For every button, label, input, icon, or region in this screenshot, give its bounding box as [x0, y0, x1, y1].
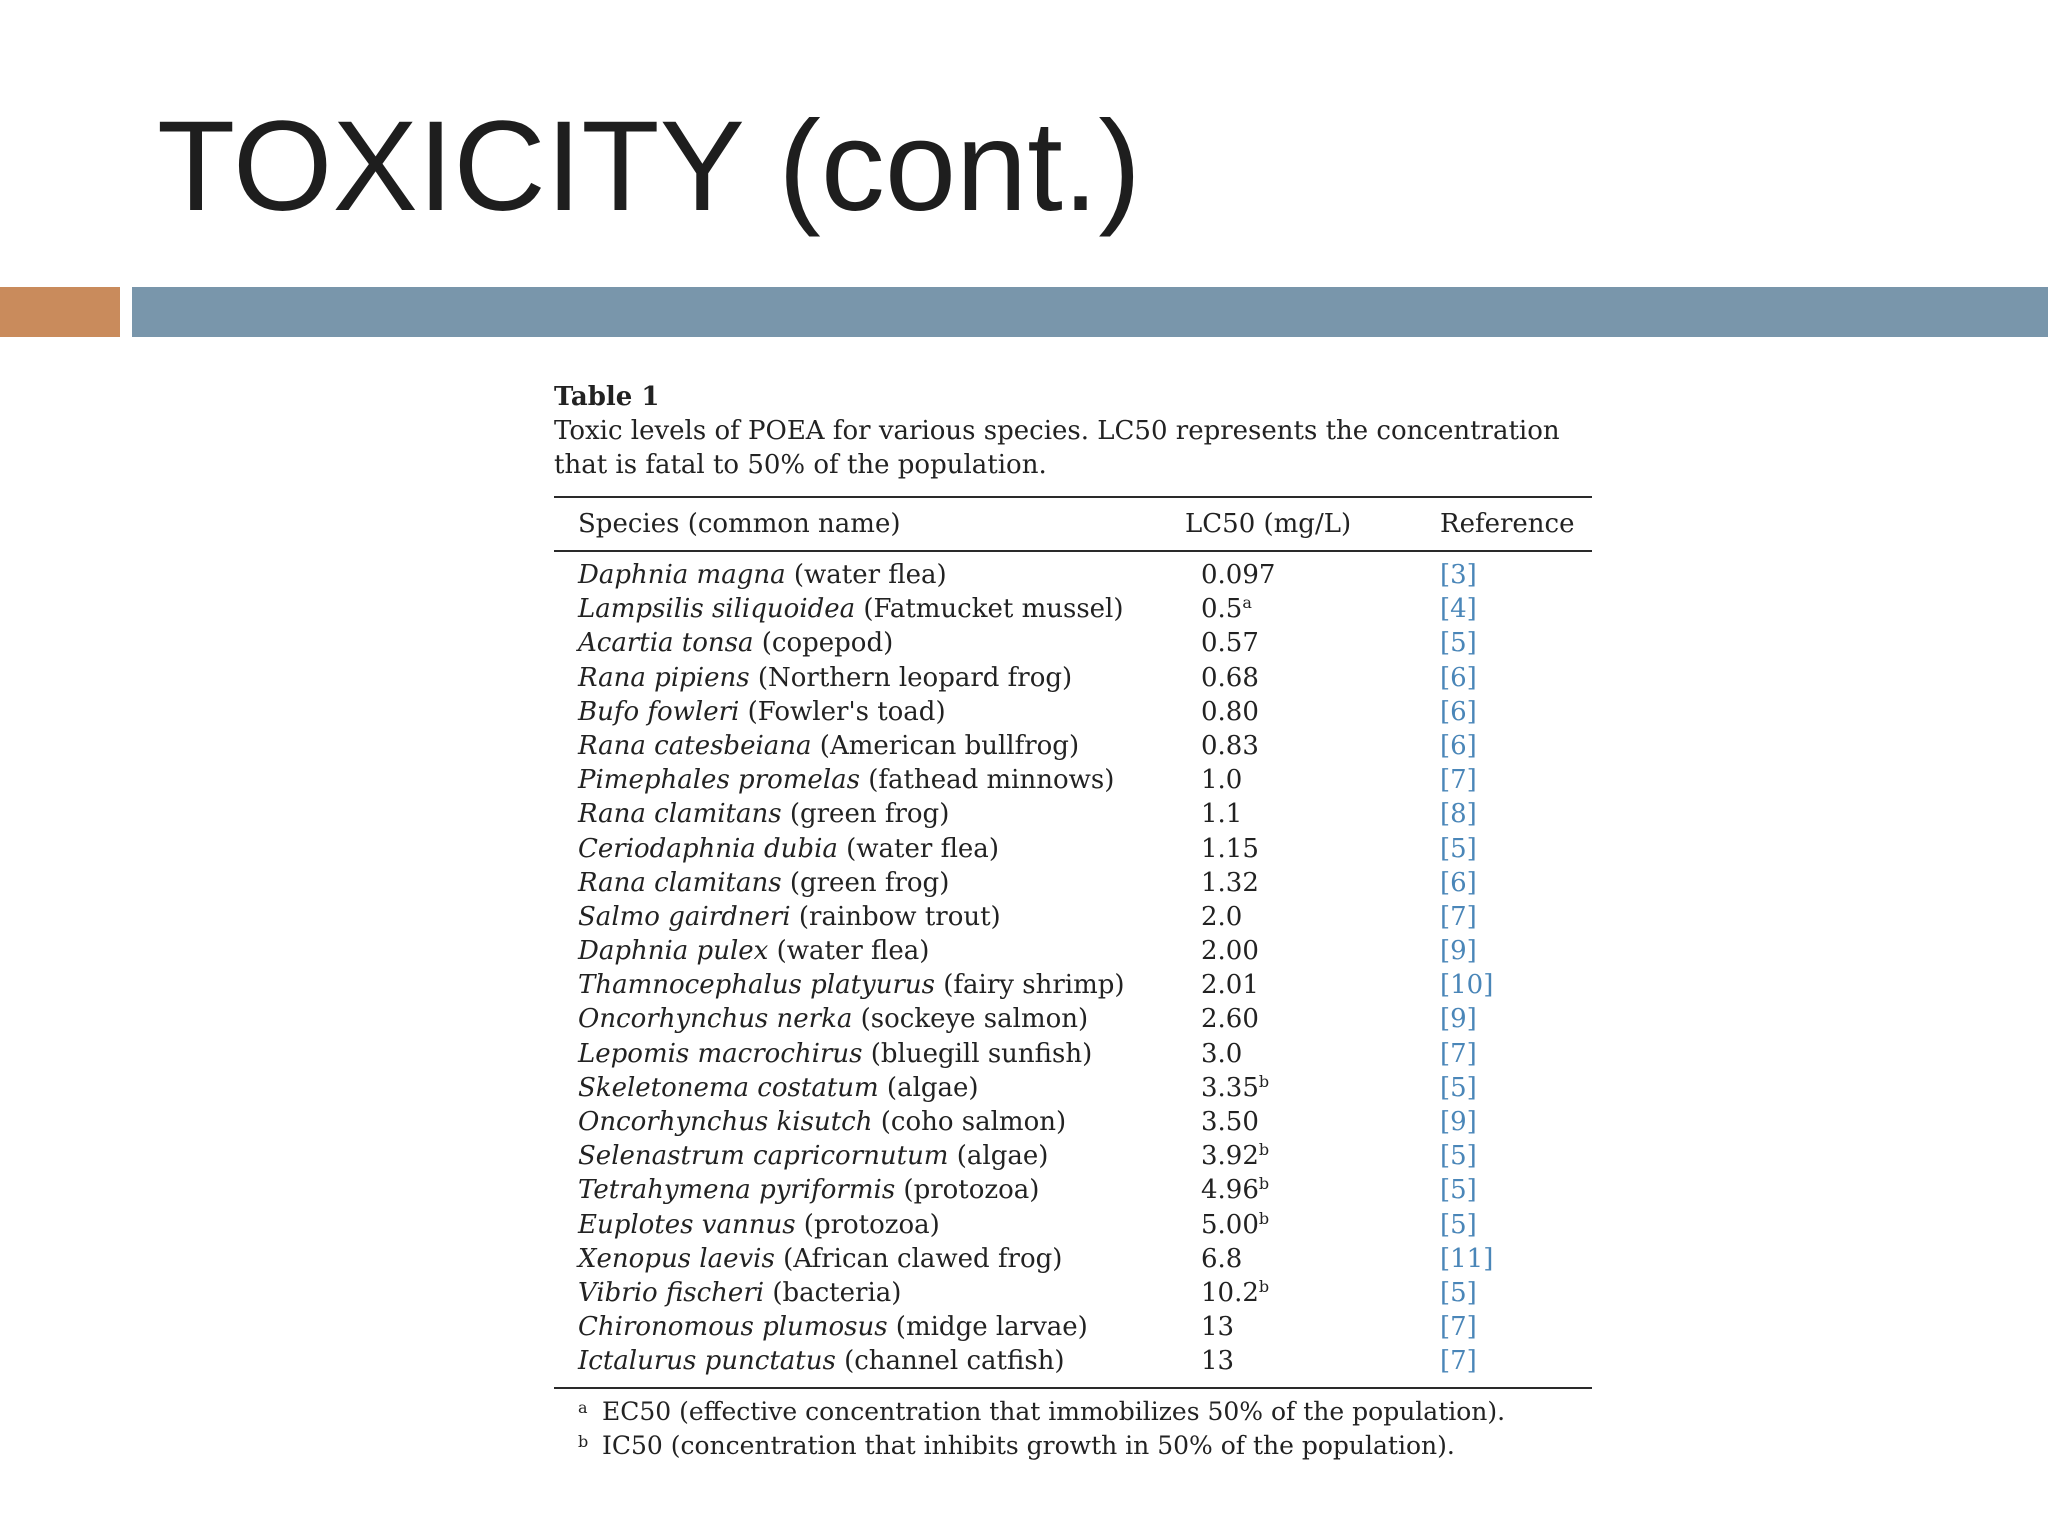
lc50-value: 3.92: [1201, 1141, 1259, 1172]
common-name: (Fatmucket mussel): [855, 594, 1124, 625]
common-name: (water flea): [785, 560, 947, 590]
lc50-value: 2.0: [1201, 901, 1243, 932]
lc50-value: 1.1: [1201, 799, 1243, 830]
scientific-name: Oncorhynchus nerka: [578, 1004, 853, 1035]
table-row: [554, 1276, 1592, 1310]
reference-link[interactable]: [7]: [1440, 901, 1477, 932]
scientific-name: Pimephales promelas: [578, 765, 860, 796]
lc50-value: 10.2: [1201, 1277, 1259, 1308]
lc50-cell: [1201, 900, 1242, 934]
lc50-cell: [1201, 558, 1275, 592]
species-cell: [578, 797, 949, 831]
common-name: (channel catfish): [835, 1346, 1065, 1377]
species-cell: [578, 1242, 1062, 1276]
lc50-cell: [1201, 1276, 1269, 1310]
reference-link[interactable]: [7]: [1440, 765, 1477, 796]
species-cell: [578, 729, 1079, 763]
table-row: [554, 558, 1592, 592]
lc50-value: 0.80: [1201, 696, 1259, 727]
table-row: [554, 763, 1592, 797]
scientific-name: Ceriodaphnia dubia: [578, 833, 838, 864]
lc50-value: 2.01: [1201, 970, 1259, 1001]
lc50-value: 2.00: [1201, 936, 1259, 967]
table-row: [554, 1344, 1592, 1378]
lc50-value: 3.50: [1201, 1107, 1259, 1137]
species-cell: [578, 866, 949, 900]
footnote-mark: b: [1258, 1276, 1270, 1296]
lc50-cell: [1201, 1071, 1269, 1105]
species-cell: [578, 1002, 1088, 1036]
table-row: [554, 1242, 1592, 1276]
lc50-cell: [1201, 763, 1242, 797]
common-name: (fathead minnows): [859, 765, 1115, 796]
common-name: (water flea): [768, 936, 930, 967]
lc50-value: 1.0: [1201, 765, 1243, 796]
scientific-name: Oncorhynchus kisutch: [578, 1107, 873, 1137]
lc50-value: 6.8: [1201, 1243, 1243, 1274]
species-cell: [578, 558, 947, 592]
lc50-value: 0.68: [1201, 662, 1259, 693]
common-name: (bluegill sunfish): [862, 1038, 1093, 1069]
table-row: [554, 1208, 1592, 1242]
species-cell: [578, 1037, 1092, 1071]
scientific-name: Acartia tonsa: [578, 628, 754, 659]
lc50-value: 5.00: [1201, 1209, 1259, 1240]
common-name: (rainbow trout): [790, 901, 1001, 932]
footnote-marker: a: [578, 1397, 588, 1417]
common-name: (green frog): [781, 799, 950, 830]
lc50-cell: [1201, 592, 1252, 626]
reference-link[interactable]: [6]: [1440, 662, 1477, 693]
lc50-cell: [1201, 1310, 1234, 1344]
lc50-value: 0.5: [1201, 594, 1243, 625]
scientific-name: Thamnocephalus platyurus: [578, 970, 936, 1001]
lc50-value: 4.96: [1201, 1175, 1259, 1206]
common-name: (copepod): [753, 628, 894, 659]
table-row: [554, 626, 1592, 660]
species-cell: [578, 1105, 1066, 1139]
reference-link[interactable]: [6]: [1440, 696, 1477, 727]
table-row: [554, 695, 1592, 729]
species-cell: [578, 968, 1125, 1002]
reference-link[interactable]: [9]: [1440, 1107, 1477, 1137]
scientific-name: Rana clamitans: [578, 799, 782, 830]
header-reference: Reference: [1440, 509, 1575, 539]
reference-link[interactable]: [7]: [1440, 1312, 1477, 1343]
reference-link[interactable]: [5]: [1440, 628, 1477, 659]
reference-link[interactable]: [5]: [1440, 1141, 1477, 1172]
species-cell: [578, 1208, 940, 1242]
lc50-cell: [1201, 968, 1259, 1002]
lc50-cell: [1201, 626, 1259, 660]
lc50-cell: [1201, 695, 1259, 729]
footnote-mark: b: [1258, 1071, 1270, 1091]
scientific-name: Rana clamitans: [578, 867, 782, 898]
species-cell: [578, 1139, 1048, 1173]
lc50-value: 1.15: [1201, 833, 1259, 864]
table-row: [554, 968, 1592, 1002]
common-name: (midge larvae): [887, 1312, 1088, 1343]
table-row: [554, 934, 1592, 968]
lc50-value: 0.57: [1201, 628, 1259, 659]
scientific-name: Daphnia pulex: [578, 936, 769, 967]
scientific-name: Vibrio fischeri: [578, 1277, 765, 1308]
scientific-name: Salmo gairdneri: [578, 901, 791, 932]
reference-link[interactable]: [7]: [1440, 1346, 1477, 1377]
scientific-name: Euplotes vannus: [578, 1209, 796, 1240]
lc50-cell: [1201, 1002, 1259, 1036]
reference-link[interactable]: [6]: [1440, 730, 1477, 761]
species-cell: [578, 661, 1072, 695]
table-row: [554, 1105, 1592, 1139]
species-cell: [578, 592, 1124, 626]
reference-link[interactable]: [5]: [1440, 1277, 1477, 1308]
lc50-value: 1.32: [1201, 867, 1259, 898]
footnote: [554, 1395, 1592, 1429]
scientific-name: Ictalurus punctatus: [578, 1346, 836, 1377]
scientific-name: Rana pipiens: [578, 662, 750, 693]
table-row: [554, 592, 1592, 626]
header-species: Species (common name): [578, 509, 901, 539]
footnote-mark: b: [1258, 1140, 1270, 1160]
footnote-marker: b: [578, 1431, 589, 1451]
lc50-value: 13: [1201, 1312, 1235, 1343]
table-body: [554, 552, 1592, 1387]
reference-link[interactable]: [5]: [1440, 1072, 1477, 1103]
lc50-cell: [1201, 1344, 1234, 1378]
reference-link[interactable]: [11]: [1440, 1243, 1494, 1274]
common-name: (Northern leopard frog): [749, 662, 1073, 693]
table-label: Table 1: [554, 382, 660, 412]
lc50-cell: [1201, 934, 1259, 968]
lc50-cell: [1201, 866, 1259, 900]
species-cell: [578, 626, 893, 660]
species-cell: [578, 900, 1001, 934]
species-cell: [578, 763, 1114, 797]
lc50-cell: [1201, 661, 1259, 695]
common-name: (green frog): [781, 867, 950, 898]
scientific-name: Selenastrum capricornutum: [578, 1141, 949, 1172]
table-row: [554, 1173, 1592, 1207]
common-name: (algae): [948, 1141, 1049, 1172]
common-name: (protozoa): [895, 1175, 1040, 1206]
lc50-value: 3.35: [1201, 1072, 1259, 1103]
lc50-cell: [1201, 1208, 1269, 1242]
footnote: [554, 1429, 1592, 1463]
header-lc50: LC50 (mg/L): [1185, 509, 1352, 539]
common-name: (protozoa): [795, 1209, 940, 1240]
footnote-mark: b: [1258, 1208, 1270, 1228]
table-row: [554, 729, 1592, 763]
species-cell: [578, 1344, 1065, 1378]
table-row: [554, 1139, 1592, 1173]
footnote-text: EC50 (effective concentration that immobilizes 50% of the population).: [602, 1396, 1506, 1426]
species-cell: [578, 1071, 979, 1105]
common-name: (water flea): [837, 833, 999, 864]
footnote-text: IC50 (concentration that inhibits growth in 50% of the population).: [602, 1430, 1455, 1460]
scientific-name: Tetrahymena pyriformis: [578, 1175, 896, 1206]
reference-link[interactable]: [8]: [1440, 799, 1477, 830]
common-name: (bacteria): [764, 1277, 902, 1308]
footnote-mark: b: [1258, 1174, 1270, 1194]
table-row: [554, 1037, 1592, 1071]
common-name: (algae): [878, 1072, 979, 1103]
lc50-cell: [1201, 729, 1259, 763]
scientific-name: Bufo fowleri: [578, 696, 740, 727]
footnote-mark: a: [1242, 593, 1252, 613]
lc50-value: 0.83: [1201, 730, 1259, 761]
reference-link[interactable]: [10]: [1440, 970, 1494, 1001]
table-row: [554, 866, 1592, 900]
table-row: [554, 1002, 1592, 1036]
lc50-value: 13: [1201, 1346, 1235, 1377]
table-row: [554, 1310, 1592, 1344]
species-cell: [578, 1173, 1039, 1207]
scientific-name: Skeletonema costatum: [578, 1072, 879, 1103]
lc50-cell: [1201, 1173, 1269, 1207]
scientific-name: Daphnia magna: [578, 560, 786, 590]
toxicity-table: [554, 380, 1592, 1463]
reference-link[interactable]: [3]: [1440, 560, 1477, 590]
scientific-name: Chironomous plumosus: [578, 1312, 888, 1343]
scientific-name: Lampsilis siliquoidea: [578, 594, 856, 625]
table-footnotes: [554, 1389, 1592, 1463]
lc50-value: 2.60: [1201, 1004, 1259, 1035]
lc50-cell: [1201, 1037, 1242, 1071]
common-name: (Fowler's toad): [739, 696, 946, 727]
common-name: (African clawed frog): [774, 1243, 1063, 1274]
lc50-cell: [1201, 1139, 1269, 1173]
reference-link[interactable]: [9]: [1440, 1004, 1477, 1035]
scientific-name: Xenopus laevis: [578, 1243, 775, 1274]
table-row: [554, 1071, 1592, 1105]
reference-link[interactable]: [5]: [1440, 833, 1477, 864]
table-row: [554, 797, 1592, 831]
table-header-row: [554, 498, 1592, 550]
scientific-name: Lepomis macrochirus: [578, 1038, 863, 1069]
common-name: (sockeye salmon): [852, 1004, 1089, 1035]
table-caption: Toxic levels of POEA for various species. LC50 represents the concentration that is fatal to 50% of the population.: [554, 416, 1560, 480]
common-name: (American bullfrog): [811, 730, 1080, 761]
lc50-cell: [1201, 797, 1242, 831]
species-cell: [578, 1310, 1088, 1344]
reference-link[interactable]: [4]: [1440, 594, 1477, 625]
common-name: (fairy shrimp): [935, 970, 1125, 1001]
species-cell: [578, 832, 999, 866]
lc50-cell: [1201, 1105, 1259, 1139]
lc50-value: 3.0: [1201, 1038, 1243, 1069]
reference-link[interactable]: [5]: [1440, 1175, 1477, 1206]
title-divider-bar: [132, 287, 2048, 337]
accent-bar: [0, 287, 120, 337]
species-cell: [578, 934, 929, 968]
reference-link[interactable]: [6]: [1440, 867, 1477, 898]
species-cell: [578, 1276, 901, 1310]
table-row: [554, 832, 1592, 866]
reference-link[interactable]: [9]: [1440, 936, 1477, 967]
species-cell: [578, 695, 946, 729]
lc50-cell: [1201, 1242, 1242, 1276]
reference-link[interactable]: [5]: [1440, 1209, 1477, 1240]
scientific-name: Rana catesbeiana: [578, 730, 812, 761]
table-row: [554, 661, 1592, 695]
table-row: [554, 900, 1592, 934]
lc50-cell: [1201, 832, 1259, 866]
reference-link[interactable]: [7]: [1440, 1038, 1477, 1069]
lc50-value: 0.097: [1201, 560, 1276, 590]
slide-title: TOXICITY (cont.): [157, 95, 1141, 238]
common-name: (coho salmon): [872, 1107, 1067, 1137]
